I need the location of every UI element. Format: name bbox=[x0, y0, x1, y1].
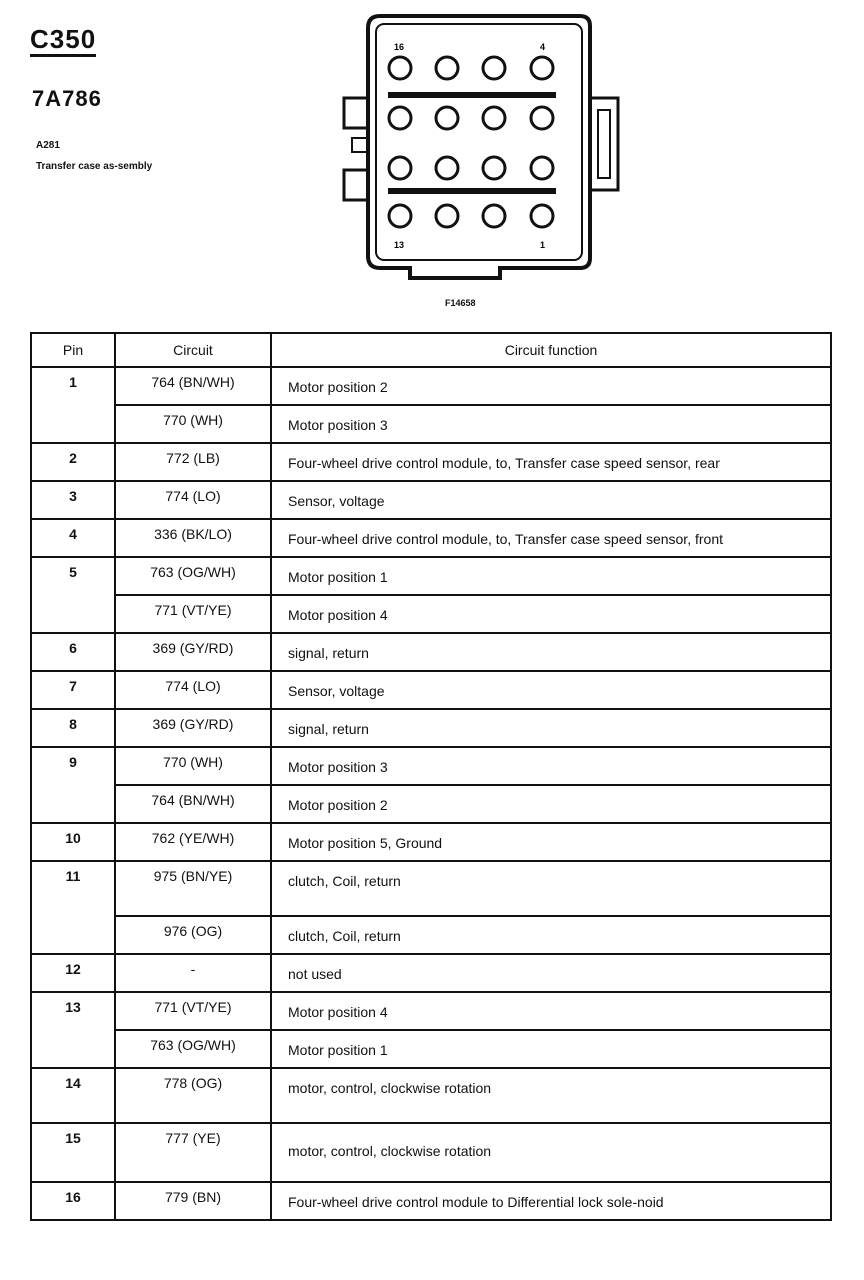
circuit-cell: 774 (LO) bbox=[115, 671, 271, 709]
column-header-function: Circuit function bbox=[271, 333, 831, 367]
column-header-pin: Pin bbox=[31, 333, 115, 367]
function-cell: Motor position 3 bbox=[271, 747, 831, 785]
pin-cell: 11 bbox=[31, 861, 115, 954]
part-number: 7A786 bbox=[32, 86, 102, 111]
table-row bbox=[31, 1030, 831, 1068]
pin-cavity bbox=[531, 157, 553, 179]
connector-housing bbox=[368, 16, 590, 278]
function-cell: Four-wheel drive control module, to, Transfer case speed sensor, front bbox=[271, 519, 831, 557]
right-lock-inner bbox=[598, 110, 610, 178]
table-row bbox=[31, 709, 831, 747]
pin-cell: 4 bbox=[31, 519, 115, 557]
circuit-cell: 779 (BN) bbox=[115, 1182, 271, 1220]
reference-code: A281 bbox=[36, 140, 60, 151]
pin-cavity bbox=[436, 205, 458, 227]
pin-cavity bbox=[436, 157, 458, 179]
circuit-cell: 763 (OG/WH) bbox=[115, 557, 271, 595]
pin-cell: 14 bbox=[31, 1068, 115, 1123]
pin-cell: 7 bbox=[31, 671, 115, 709]
pin-cell: 6 bbox=[31, 633, 115, 671]
function-cell: Four-wheel drive control module to Differential lock sole-noid bbox=[271, 1182, 831, 1220]
pin-cavity bbox=[483, 57, 505, 79]
function-cell: Motor position 5, Ground bbox=[271, 823, 831, 861]
table-row bbox=[31, 671, 831, 709]
pin-cell: 3 bbox=[31, 481, 115, 519]
table-row bbox=[31, 519, 831, 557]
table-row bbox=[31, 861, 831, 916]
pin-label-4: 4 bbox=[540, 42, 546, 52]
table-row bbox=[31, 823, 831, 861]
left-latch-bottom bbox=[344, 170, 368, 200]
function-cell: Motor position 2 bbox=[271, 367, 831, 405]
circuit-cell: 764 (BN/WH) bbox=[115, 367, 271, 405]
pin-cavity bbox=[483, 107, 505, 129]
table-row bbox=[31, 785, 831, 823]
circuit-cell: 762 (YE/WH) bbox=[115, 823, 271, 861]
circuit-cell: 778 (OG) bbox=[115, 1068, 271, 1123]
separator-bar-bottom bbox=[388, 188, 556, 194]
pin-cell: 1 bbox=[31, 367, 115, 443]
function-cell: Sensor, voltage bbox=[271, 481, 831, 519]
circuit-cell: 369 (GY/RD) bbox=[115, 709, 271, 747]
pin-label-1: 1 bbox=[540, 240, 546, 250]
table-row bbox=[31, 954, 831, 992]
left-latch-top bbox=[344, 98, 368, 128]
column-header-circuit: Circuit bbox=[115, 333, 271, 367]
circuit-cell: 771 (VT/YE) bbox=[115, 595, 271, 633]
pin-cell: 8 bbox=[31, 709, 115, 747]
table-row bbox=[31, 405, 831, 443]
table-row bbox=[31, 1068, 831, 1123]
circuit-cell: 336 (BK/LO) bbox=[115, 519, 271, 557]
pin-cavity bbox=[531, 205, 553, 227]
circuit-cell: 770 (WH) bbox=[115, 405, 271, 443]
function-cell: Motor position 1 bbox=[271, 1030, 831, 1068]
function-cell: clutch, Coil, return bbox=[271, 861, 831, 916]
pin-cell: 5 bbox=[31, 557, 115, 633]
table-row bbox=[31, 633, 831, 671]
circuit-cell: 976 (OG) bbox=[115, 916, 271, 954]
table-row bbox=[31, 367, 831, 405]
circuit-cell: 774 (LO) bbox=[115, 481, 271, 519]
pin-cell: 2 bbox=[31, 443, 115, 481]
separator-bar-top bbox=[388, 92, 556, 98]
pin-cavity bbox=[436, 57, 458, 79]
table-row bbox=[31, 595, 831, 633]
circuit-cell: 770 (WH) bbox=[115, 747, 271, 785]
function-cell: Motor position 2 bbox=[271, 785, 831, 823]
circuit-cell: 369 (GY/RD) bbox=[115, 633, 271, 671]
pin-cavity bbox=[389, 157, 411, 179]
function-cell: signal, return bbox=[271, 633, 831, 671]
pin-cell: 9 bbox=[31, 747, 115, 823]
pin-label-13: 13 bbox=[394, 240, 405, 250]
pin-table bbox=[30, 332, 832, 1221]
function-cell: Motor position 4 bbox=[271, 595, 831, 633]
function-cell: Sensor, voltage bbox=[271, 671, 831, 709]
figure-label: F14658 bbox=[445, 298, 476, 308]
table-row bbox=[31, 916, 831, 954]
right-lock-outer bbox=[590, 98, 618, 190]
pin-cavity bbox=[389, 107, 411, 129]
pin-cavity bbox=[531, 107, 553, 129]
pin-cell: 12 bbox=[31, 954, 115, 992]
table-row bbox=[31, 443, 831, 481]
function-cell: not used bbox=[271, 954, 831, 992]
function-cell: Four-wheel drive control module, to, Transfer case speed sensor, rear bbox=[271, 443, 831, 481]
function-cell: signal, return bbox=[271, 709, 831, 747]
table-row bbox=[31, 992, 831, 1030]
circuit-cell: 975 (BN/YE) bbox=[115, 861, 271, 916]
pin-cavity bbox=[483, 157, 505, 179]
pin-cell: 13 bbox=[31, 992, 115, 1068]
function-cell: Motor position 3 bbox=[271, 405, 831, 443]
pin-cavity bbox=[483, 205, 505, 227]
left-tab bbox=[352, 138, 368, 152]
pin-cell: 15 bbox=[31, 1123, 115, 1182]
circuit-cell: - bbox=[115, 954, 271, 992]
connector-code: C350 bbox=[30, 26, 96, 57]
circuit-cell: 764 (BN/WH) bbox=[115, 785, 271, 823]
pin-cavity bbox=[531, 57, 553, 79]
pin-cavity bbox=[389, 57, 411, 79]
table-row bbox=[31, 1182, 831, 1220]
circuit-cell: 763 (OG/WH) bbox=[115, 1030, 271, 1068]
table-row bbox=[31, 557, 831, 595]
connector-diagram bbox=[340, 10, 630, 290]
pin-cavity bbox=[389, 205, 411, 227]
table-header-row bbox=[31, 333, 831, 367]
function-cell: motor, control, clockwise rotation bbox=[271, 1068, 831, 1123]
table-row bbox=[31, 1123, 831, 1182]
circuit-cell: 771 (VT/YE) bbox=[115, 992, 271, 1030]
function-cell: Motor position 1 bbox=[271, 557, 831, 595]
circuit-cell: 777 (YE) bbox=[115, 1123, 271, 1182]
table-row bbox=[31, 747, 831, 785]
function-cell: Motor position 4 bbox=[271, 992, 831, 1030]
pin-cell: 16 bbox=[31, 1182, 115, 1220]
function-cell: clutch, Coil, return bbox=[271, 916, 831, 954]
table-row bbox=[31, 481, 831, 519]
component-description: Transfer case as-sembly bbox=[36, 161, 153, 172]
pin-label-16: 16 bbox=[394, 42, 405, 52]
pin-cavity bbox=[436, 107, 458, 129]
function-cell: motor, control, clockwise rotation bbox=[271, 1123, 831, 1182]
circuit-cell: 772 (LB) bbox=[115, 443, 271, 481]
pin-cell: 10 bbox=[31, 823, 115, 861]
